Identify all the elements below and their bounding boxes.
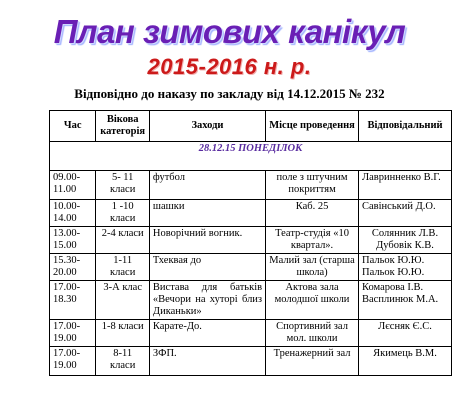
cell-place: Малий зал (старша школа) [266, 254, 359, 281]
cell-time: 17.00-19.00 [50, 347, 96, 376]
header-place: Місце проведення [266, 111, 359, 142]
cell-category: 1-11 класи [96, 254, 149, 281]
order-line: Відповідно до наказу по закладу від 14.12.2015 № 232 [74, 86, 385, 101]
header-activity: Заходи [149, 111, 265, 142]
cell-category: 3-А клас [96, 281, 149, 320]
cell-responsible: Солянник Л.В. Дубовік К.В. [359, 227, 452, 254]
header-category: Вікова категорія [96, 111, 149, 142]
cell-activity: Вистава для батьків «Вечори на хуторі близ Диканьки» [149, 281, 265, 320]
cell-place: Спортивний зал мол. школи [266, 320, 359, 347]
cell-place: Каб. 25 [266, 200, 359, 227]
cell-category: 8-11 класи [96, 347, 149, 376]
cell-activity: Новорічний вогник. [149, 227, 265, 254]
table-row [50, 281, 452, 320]
cell-time: 17.00-19.00 [50, 320, 96, 347]
cell-activity: Тхеквая до [149, 254, 265, 281]
cell-responsible: Якимець В.М. [359, 347, 452, 376]
table-row [50, 227, 452, 254]
cell-activity: футбол [149, 171, 265, 200]
cell-time: 09.00-11.00 [50, 171, 96, 200]
cell-place: поле з штучним покриттям [266, 171, 359, 200]
cell-category: 1 -10 класи [96, 200, 149, 227]
cell-time: 17.00-18.30 [50, 281, 96, 320]
header-responsible: Відповідальний [359, 111, 452, 142]
schedule-table [49, 110, 452, 376]
cell-time: 13.00-15.00 [50, 227, 96, 254]
cell-responsible: Пальок Ю.Ю. Пальок Ю.Ю. [359, 254, 452, 281]
cell-place: Актова зала молодшої школи [266, 281, 359, 320]
date-row [50, 142, 452, 171]
header-time: Час [50, 111, 96, 142]
cell-responsible: Лавринненко В.Г. [359, 171, 452, 200]
date-label: 28.12.15 ПОНЕДІЛОК [50, 142, 452, 171]
table-header-row [50, 111, 452, 142]
cell-category: 1-8 класи [96, 320, 149, 347]
cell-responsible: Савінський Д.О. [359, 200, 452, 227]
cell-place: Тренажерний зал [266, 347, 359, 376]
page-subtitle: 2015-2016 н. р. [147, 54, 312, 79]
table-row [50, 171, 452, 200]
cell-activity: Карате-До. [149, 320, 265, 347]
cell-time: 15.30-20.00 [50, 254, 96, 281]
cell-time: 10.00-14.00 [50, 200, 96, 227]
cell-category: 5- 11 класи [96, 171, 149, 200]
table-row [50, 200, 452, 227]
cell-activity: ЗФП. [149, 347, 265, 376]
table-row [50, 254, 452, 281]
table-row [50, 320, 452, 347]
cell-place: Театр-студія «10 квартал». [266, 227, 359, 254]
page-title: План зимових канікул [53, 13, 406, 50]
cell-responsible: Комарова І.В. Васплинюк М.А. [359, 281, 452, 320]
cell-responsible: Лєсняк Є.С. [359, 320, 452, 347]
cell-category: 2-4 класи [96, 227, 149, 254]
table-row [50, 347, 452, 376]
cell-activity: шашки [149, 200, 265, 227]
